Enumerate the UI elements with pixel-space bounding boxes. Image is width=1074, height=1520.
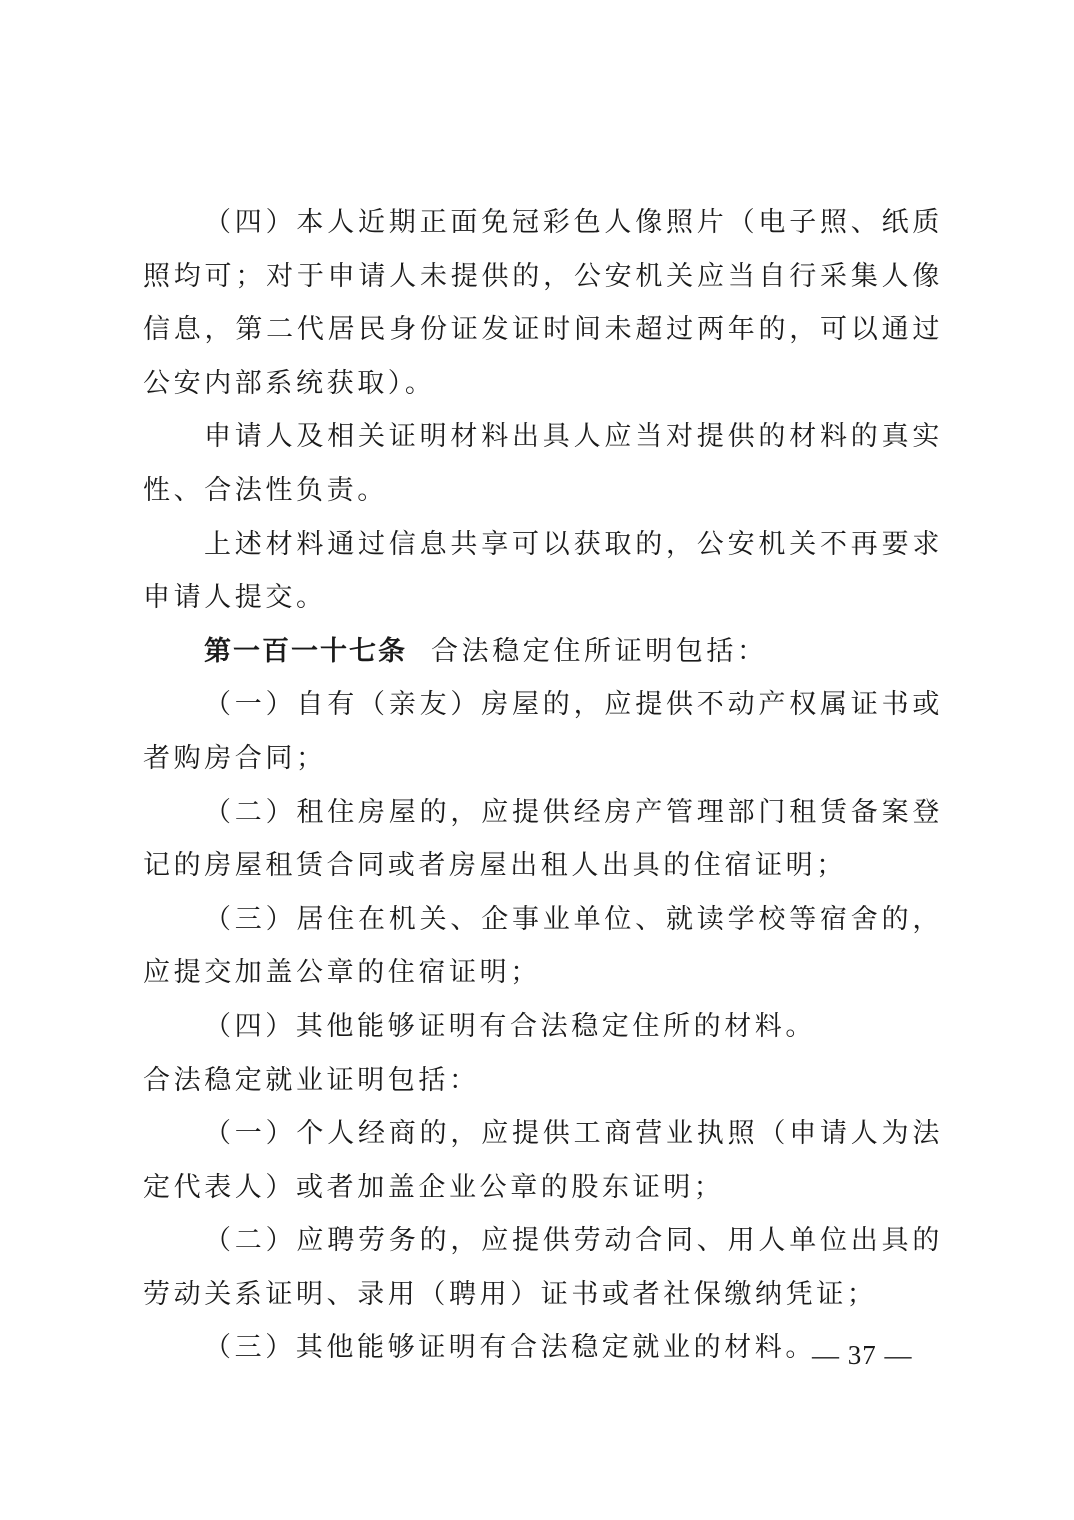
paragraph-text: 合法稳定住所证明包括：: [431, 635, 768, 667]
document-body: [143, 196, 943, 1375]
paragraph-text: 合法稳定就业证明包括：: [143, 1064, 480, 1096]
paragraph-text: 申请人及相关证明材料出具人应当对提供的材料的真实性、合法性负责。: [143, 421, 943, 506]
page-number: — 37 —: [812, 1340, 913, 1370]
paragraph-text: （二）租住房屋的，应提供经房产管理部门租赁备案登记的房屋租赁合同或者房屋出租人出具的住宿证明；: [143, 796, 943, 882]
paragraph-text: （三）居住在机关、企事业单位、就读学校等宿舍的，应提交加盖公章的住宿证明；: [143, 903, 943, 989]
paragraph-text: （一）个人经商的，应提供工商营业执照（申请人为法定代表人）或者加盖企业公章的股东证明；: [143, 1118, 943, 1203]
residence-item-4: [143, 1000, 943, 1054]
paragraph-text: （三）其他能够证明有合法稳定就业的材料。: [204, 1332, 816, 1364]
paragraph-text: 上述材料通过信息共享可以获取的，公安机关不再要求申请人提交。: [143, 528, 943, 614]
employment-heading: [143, 1054, 943, 1108]
paragraph-info-sharing: [143, 518, 943, 625]
paragraph-text: （二）应聘劳务的，应提供劳动合同、用人单位出具的劳动关系证明、录用（聘用）证书或者社保缴纳凭证；: [143, 1225, 943, 1310]
residence-item-3: [143, 893, 943, 1000]
paragraph-authenticity: [143, 410, 943, 517]
article-title: 第一百一十七条: [204, 635, 407, 667]
employment-item-2: [143, 1214, 943, 1321]
residence-item-1: [143, 678, 943, 785]
employment-item-1: [143, 1107, 943, 1214]
paragraph-text: （四）其他能够证明有合法稳定住所的材料。: [204, 1010, 816, 1042]
residence-item-2: [143, 786, 943, 893]
paragraph-photo-requirement: [143, 196, 943, 410]
article-117-heading: [143, 625, 943, 679]
paragraph-text: （四）本人近期正面免冠彩色人像照片（电子照、纸质照均可；对于申请人未提供的，公安机关应当自行采集人像信息，第二代居民身份证发证时间未超过两年的，可以通过公安内部系统获取）。: [143, 207, 943, 399]
paragraph-text: （一）自有（亲友）房屋的，应提供不动产权属证书或者购房合同；: [143, 689, 943, 774]
